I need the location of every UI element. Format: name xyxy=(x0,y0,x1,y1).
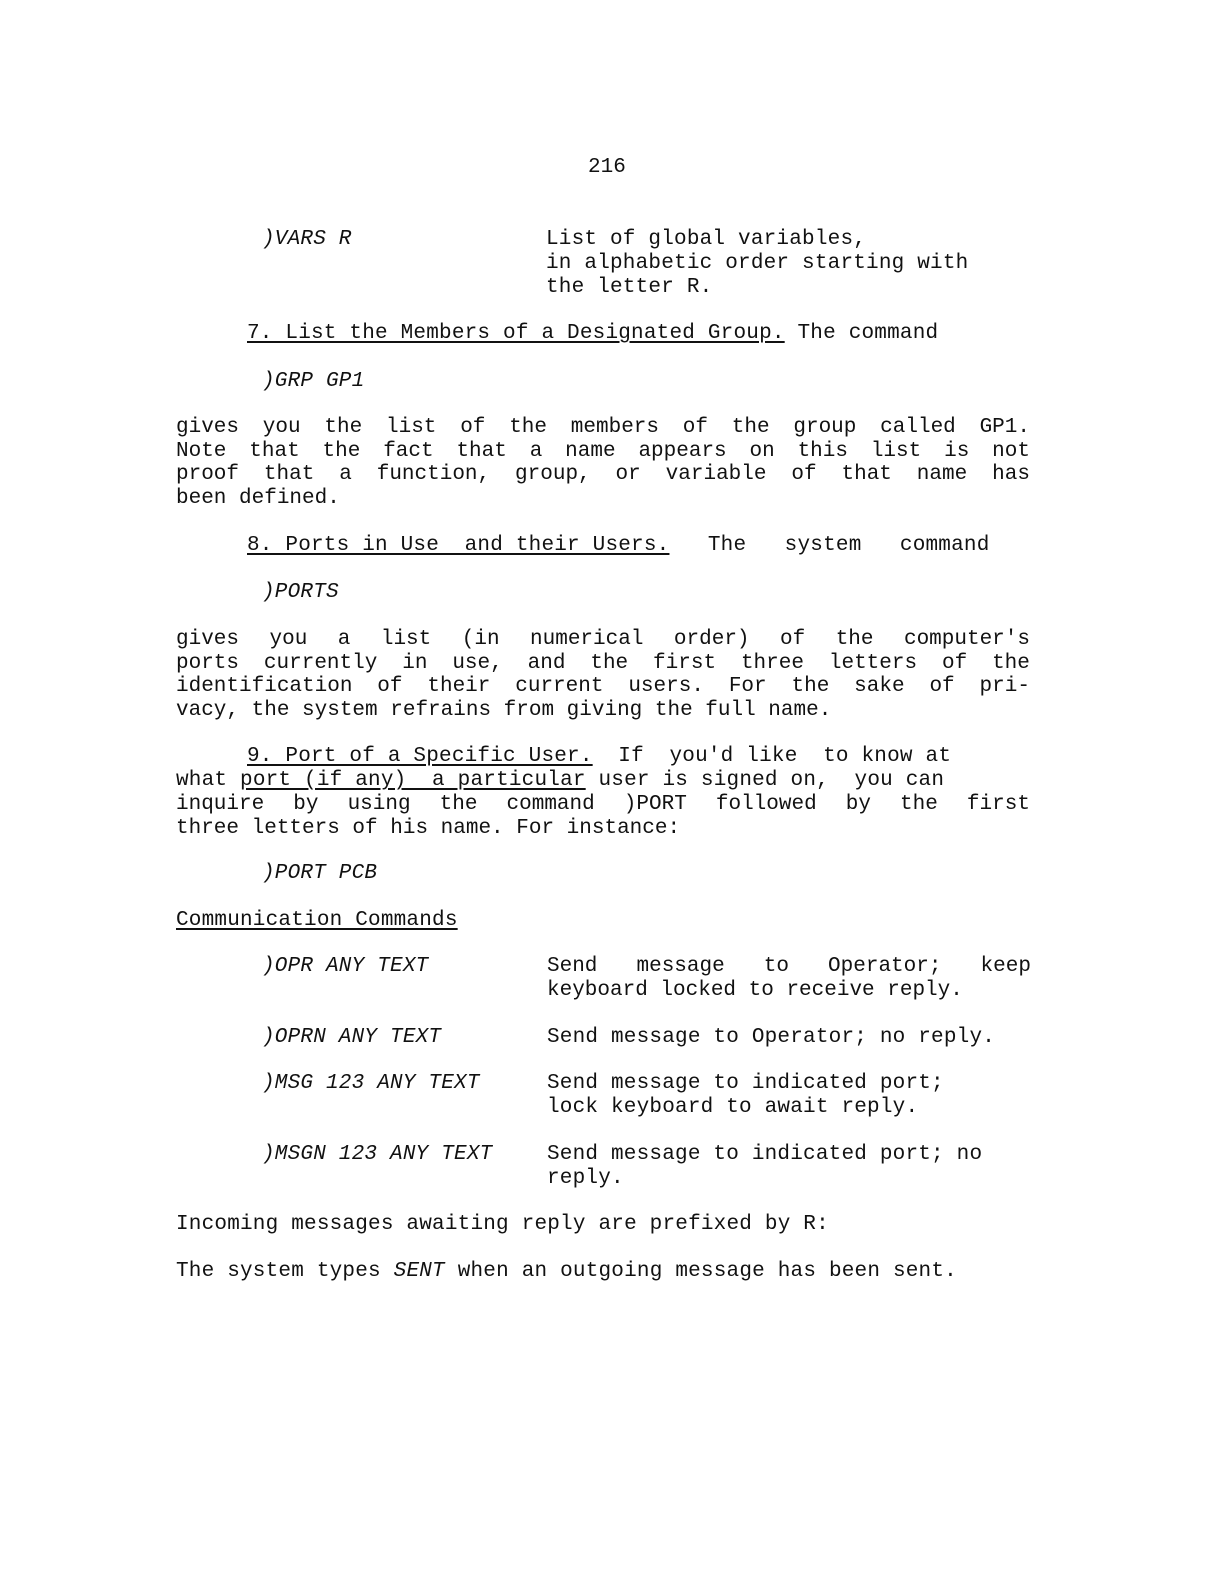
page-number: 216 xyxy=(588,156,626,179)
opr-command: )OPR ANY TEXT xyxy=(262,955,429,978)
section-9-line-2-tail: user is signed on, you can xyxy=(598,769,945,792)
section-7-heading-line xyxy=(247,322,938,346)
section-8-heading: 8. Ports in Use and their Users. xyxy=(247,534,670,557)
msgn-command: )MSGN 123 ANY TEXT xyxy=(262,1143,493,1166)
section-8-line-2: ports currently in use, and the first three letters of the xyxy=(176,651,1030,675)
section-9-underlined-phrase: port (if any) a particular xyxy=(240,769,586,792)
opr-desc-line-1: Send message to Operator; keep xyxy=(547,955,1031,978)
vars-command: )VARS R xyxy=(262,228,352,251)
section-7-paragraph xyxy=(176,416,1030,510)
section-9-line-3: inquire by using the command )PORT followed by the first xyxy=(176,793,1030,816)
section-9-paragraph xyxy=(176,793,1030,840)
vars-desc-line-1: List of global variables, xyxy=(546,228,867,251)
oprn-command: )OPRN ANY TEXT xyxy=(262,1026,442,1049)
section-8-heading-line xyxy=(247,534,990,558)
communication-heading: Communication Commands xyxy=(176,909,458,932)
section-8-paragraph xyxy=(176,628,1030,722)
sent-word: SENT xyxy=(393,1260,445,1283)
ports-command: )PORTS xyxy=(262,581,339,604)
section-9-line-2 xyxy=(176,769,944,793)
sent-note xyxy=(176,1260,957,1284)
section-9-line-1-tail: If you'd like to know at xyxy=(618,745,952,768)
section-7-heading-tail: The command xyxy=(797,322,939,345)
section-7-line-2: Note that the fact that a name appears on this list is not xyxy=(176,439,1030,463)
grp-command: )GRP GP1 xyxy=(262,370,365,393)
section-8-line-3: identification of their current users. For the sake of pri- xyxy=(176,675,1030,698)
section-7-heading: 7. List the Members of a Designated Group. xyxy=(247,322,785,345)
section-9-line-2-pre: what xyxy=(176,769,228,792)
sent-note-pre: The system types xyxy=(176,1260,381,1283)
msg-desc-line-2: lock keyboard to await reply. xyxy=(547,1096,919,1119)
sent-note-post: when an outgoing message has been sent. xyxy=(457,1260,957,1283)
msgn-desc-line-2: reply. xyxy=(547,1167,624,1190)
section-7-line-3: proof that a function, group, or variable of that name has xyxy=(176,463,1030,486)
msg-command: )MSG 123 ANY TEXT xyxy=(262,1072,480,1095)
msg-desc-line-1: Send message to indicated port; xyxy=(547,1072,944,1095)
section-9-line-4: three letters of his name. For instance: xyxy=(176,816,681,840)
section-9-line-1 xyxy=(247,745,951,769)
opr-desc-line-2: keyboard locked to receive reply. xyxy=(547,978,963,1002)
section-7-line-4: been defined. xyxy=(176,486,340,510)
vars-desc-line-3: the letter R. xyxy=(546,276,713,299)
vars-desc-line-2: in alphabetic order starting with xyxy=(546,252,969,275)
oprn-desc: Send message to Operator; no reply. xyxy=(547,1026,996,1049)
section-7-line-1: gives you the list of the members of the group called GP1. xyxy=(176,416,1030,439)
section-8-line-4: vacy, the system refrains from giving the full name. xyxy=(176,698,832,722)
msgn-desc-line-1: Send message to indicated port; no xyxy=(547,1143,983,1166)
section-8-heading-tail: The system command xyxy=(707,534,990,557)
incoming-messages-note: Incoming messages awaiting reply are prefixed by R: xyxy=(176,1213,829,1236)
section-9-heading: 9. Port of a Specific User. xyxy=(247,745,593,768)
section-8-line-1: gives you a list (in numerical order) of the computer's xyxy=(176,628,1030,651)
port-pcb-command: )PORT PCB xyxy=(262,862,378,885)
opr-desc xyxy=(547,955,1031,1002)
